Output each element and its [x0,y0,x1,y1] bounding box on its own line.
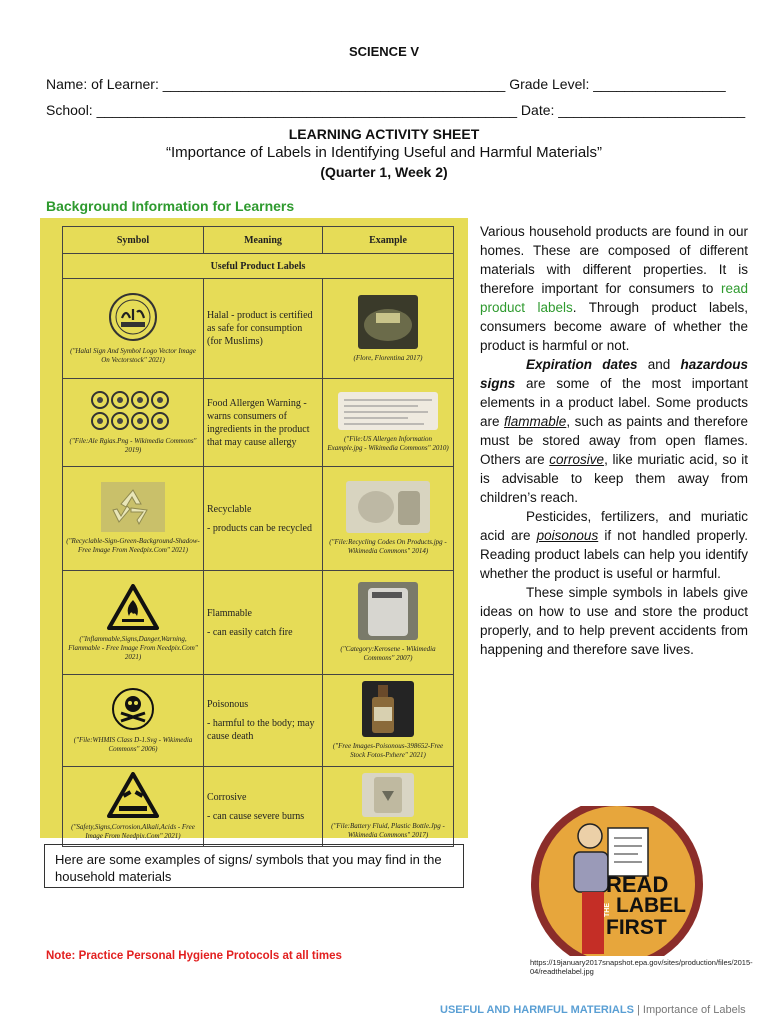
hygiene-note: Note: Practice Personal Hygiene Protocols at all times [46,950,342,962]
example-image [358,582,418,640]
example-cell [323,279,454,379]
sheet-title: LEARNING ACTIVITY SHEET [288,126,480,142]
symbols-table [62,226,454,847]
meaning-cell [204,279,323,379]
meaning-cell [204,675,323,767]
the-text: THE [604,903,611,917]
text-span: if not handled properly. Reading product labels can help you identify whether the product is useful or harmful. [480,528,749,581]
table-row [63,279,454,379]
allergen-icons [90,390,176,435]
symbol-cell [63,767,204,847]
text-span: are some of the most important elements in a product label. Some products are [480,376,748,429]
symbol-cell [63,675,204,767]
symbol-caption: ("Halal Sign And Symbol Logo Vector Image On Vectorstock" 2021) [70,347,196,364]
table-row [63,467,454,571]
footer-topic: USEFUL AND HARMFUL MATERIALS [440,1004,634,1016]
table-row [63,675,454,767]
section-label: Useful Product Labels [63,254,454,279]
section-row [63,254,454,279]
read-product-labels-highlight: read product labels [480,281,748,315]
example-cell [323,571,454,675]
flammable-icon [107,584,159,633]
school-date-line: School: ______________________________________________________ Date: ________________________ [46,102,746,118]
sheet-subtitle: “Importance of Labels in Identifying Useful and Harmful Materials” [165,144,603,161]
symbol-cell [63,571,204,675]
example-caption: ("File:Recycling Codes On Products.jpg - Wikimedia Commons" 2014) [329,538,447,555]
read-text: READ [606,872,669,897]
meaning-text: Food Allergen Warning - warns consumers of ingredients in the product that may cause allergy [207,397,310,448]
meaning-cell [204,467,323,571]
meaning-text: Flammable [207,607,252,619]
example-image [362,681,414,737]
paragraph: These simple symbols in labels give ideas on how to use and store the product properly, and to help prevent accidents from happening and therefore save lives. [480,585,748,657]
hazardous-signs-term: hazardous signs [480,357,749,391]
meaning-text: Halal - product is certified as safe for consumption (for Muslims) [207,310,313,347]
meaning-cell [204,767,323,847]
symbols-table-panel [40,218,468,838]
expiration-dates-term: Expiration dates [526,357,638,372]
label-text: LABEL [616,894,686,917]
doc-title: SCIENCE V [348,44,420,59]
symbol-caption: ("Recyclable-Sign-Green-Background-Shadow-Free Image From Needpix.Com" 2021) [66,537,200,554]
symbol-cell [63,279,204,379]
meaning-detail: - can cause severe burns [207,810,305,822]
footer-subtitle: Importance of Labels [642,1004,746,1016]
read-the-label-first-graphic [524,806,710,956]
footer [440,1004,746,1016]
table-header-row [63,227,454,254]
example-caption: (Flore, Florentina 2017) [353,353,423,362]
meaning-text: Corrosive [207,791,247,803]
header-meaning: Meaning [204,227,323,254]
symbol-caption: ("File:WHMIS Class D-1.Svg - Wikimedia Commons" 2006) [73,736,193,753]
first-text: FIRST [606,916,667,939]
table-row [63,379,454,467]
meaning-cell [204,379,323,467]
learner-grade-line: Name: of Learner: ____________________________________________ Grade Level: _________________ [46,76,726,92]
footer-separator: | [636,1004,643,1016]
example-image [346,481,430,533]
poisonous-term: poisonous [536,528,599,543]
paragraph [480,355,748,507]
symbol-cell [63,379,204,467]
symbol-caption: ("Safety,Signs,Corrosion,Alkali,Acids - Free Image From Needpix.Com" 2021) [71,823,195,840]
halal-logo-icon [108,292,158,345]
meaning-cell [204,571,323,675]
text-span: Pesticides, fertilizers, and muriatic acid are [480,509,748,543]
flammable-term: flammable [504,414,567,429]
symbol-cell [63,467,204,571]
meaning-text: Poisonous [207,699,249,710]
example-caption: ("File:US Allergen Information Example.jpg - Wikimedia Commons" 2010) [327,435,449,452]
symbol-caption: ("File:Ale Rgias.Png - Wikimedia Commons" 2019) [69,437,197,454]
table-row [63,571,454,675]
example-cell [323,767,454,847]
poison-skull-icon [111,687,155,734]
meaning-detail: - harmful to the body; may cause death [207,718,315,742]
recycle-icon [101,482,165,535]
header-symbol: Symbol [63,227,204,254]
sheet-quarter: (Quarter 1, Week 2) [320,164,448,180]
text-span: . Through product labels, consumers become aware of whether the product is harmful or not. [480,300,748,353]
note-box: Here are some examples of signs/ symbols that you may find in the household materials [44,844,464,888]
background-text [480,222,748,659]
background-heading: Background Information for Learners [46,198,295,214]
text-span: Various household products are found in our homes. These are composed of different materials with different properties. It is therefore important for consumers to [480,224,748,296]
example-image [362,773,414,817]
meaning-detail: - can easily catch fire [207,626,293,638]
symbol-caption: ("Inflammable,Signs,Danger,Warning, Flammable - Free Image From Needpix.Com" 2021) [68,634,198,661]
example-caption: ("Category:Kerosene - Wikimedia Commons" 2007) [340,645,436,662]
image-source-caption: https://19january2017snapshot.epa.gov/sites/production/files/2015-04/readthelabel.jpg [530,958,753,976]
header-example: Example [323,227,454,254]
corrosive-term: corrosive [549,452,605,467]
paragraph [480,507,748,583]
paragraph [480,222,748,355]
example-image [358,295,418,349]
example-cell [323,675,454,767]
example-cell [323,379,454,467]
example-cell [323,467,454,571]
example-image [338,392,438,430]
meaning-text: Recyclable [207,503,252,515]
text-span: and [637,357,681,372]
table-row [63,767,454,847]
text-span: , such as paints and therefore must be stored away from open flames. Others are [480,414,748,467]
corrosive-icon [107,772,159,821]
example-caption: ("File:Battery Fluid, Plastic Bottle.Jpg - Wikimedia Commons" 2017) [331,822,445,839]
meaning-detail: - products can be recycled [207,522,312,534]
text-span: , like muriatic acid, so it is advisable to keep them away from children’s reach. [480,452,749,505]
example-caption: ("Free Images-Poisonous-398652-Free Stock Fotos-Pxhere" 2021) [332,742,444,759]
